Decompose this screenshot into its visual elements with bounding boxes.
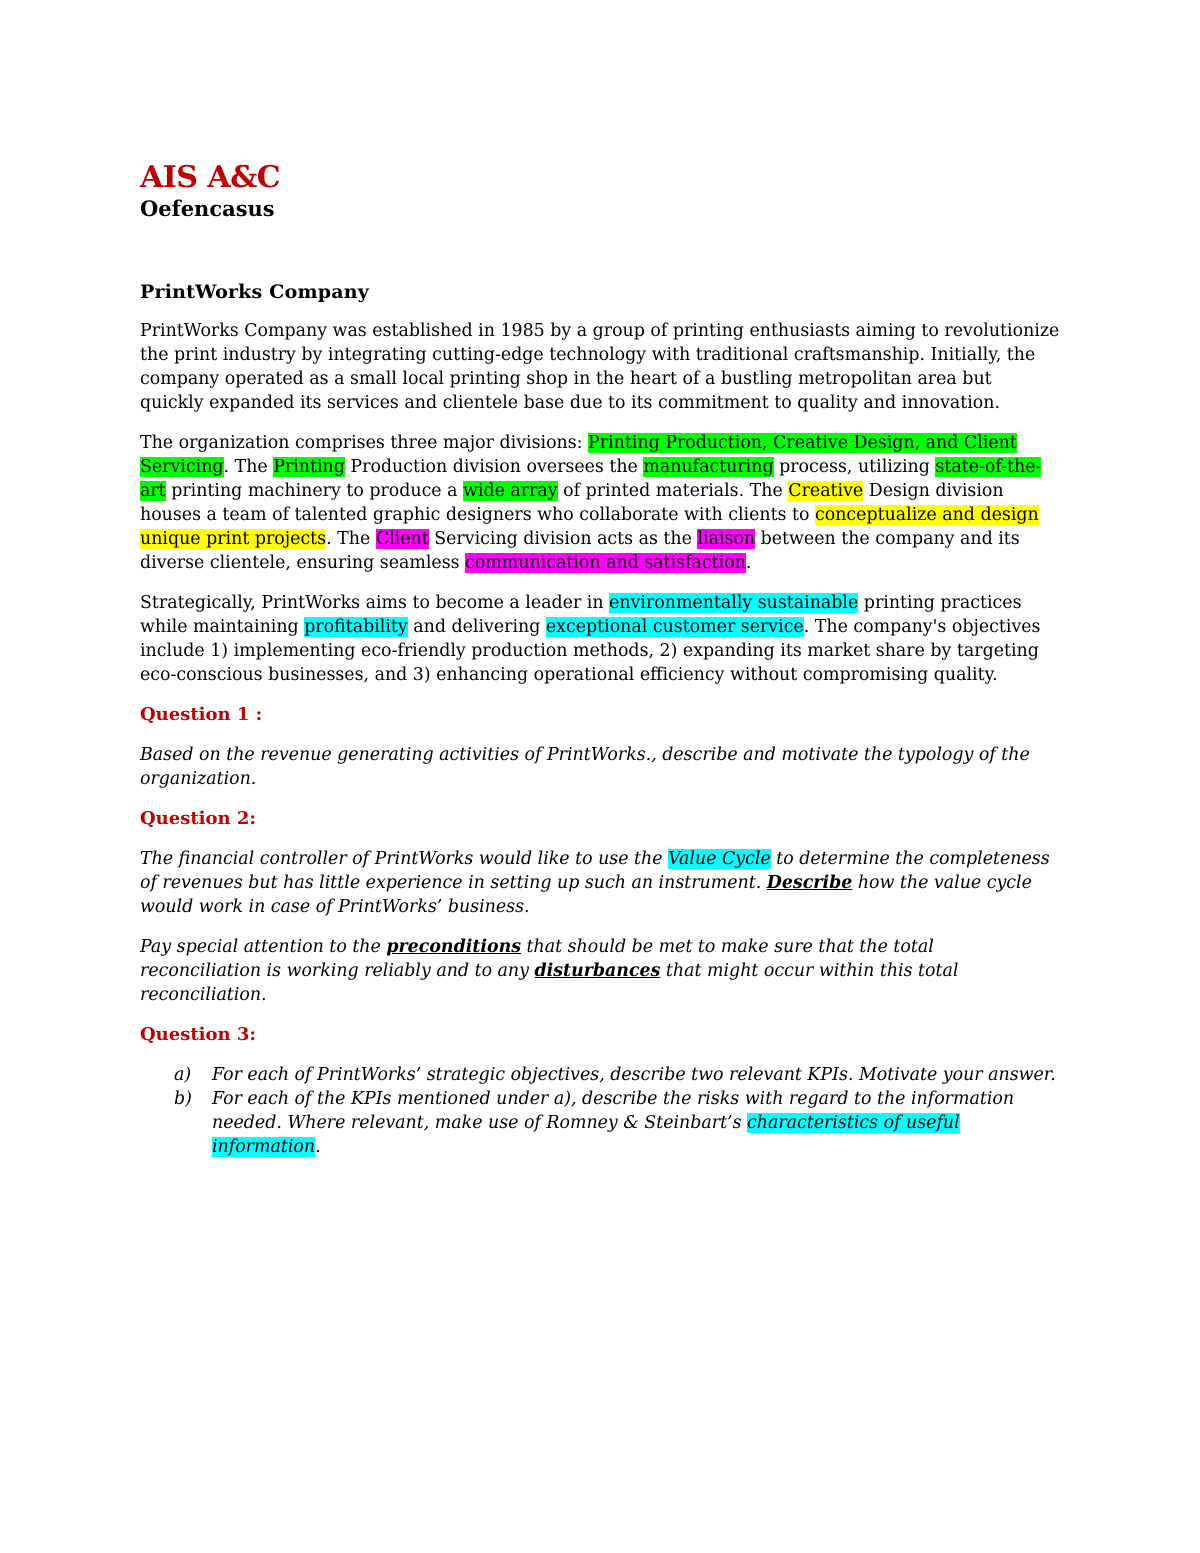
highlighted-text: Client xyxy=(375,529,429,549)
question-heading: Question 1 : xyxy=(140,704,263,725)
question-2 xyxy=(140,807,1060,1007)
document-page xyxy=(140,160,1060,1159)
text-run: of printed materials. The xyxy=(557,481,789,501)
text-run: The financial controller of PrintWorks would like to use the xyxy=(140,849,669,869)
question-3 xyxy=(140,1023,1060,1159)
list-item xyxy=(140,1087,1060,1159)
question-list xyxy=(140,1063,1060,1159)
highlighted-text: Printing Production, Creative Design, and Client Servicing xyxy=(140,433,1017,477)
highlighted-text: profitability xyxy=(304,617,408,637)
emphasized-text: disturbances xyxy=(534,961,661,981)
emphasized-text: preconditions xyxy=(386,937,522,957)
intro-paragraph: PrintWorks Company was established in 1985 by a group of printing enthusiasts aiming to revolutionize the print industry by integrating cutting-edge technology with traditional craftsmanship. Initially, the company operated as a small local printing shop in the heart of a bustling metropolitan area but quickly expanded its services and clientele base due to its commitment to quality and innovation. xyxy=(140,321,1060,413)
text-run: Based on the revenue generating activities of PrintWorks., describe and motivate the typology of the organization. xyxy=(140,745,1030,789)
question-text xyxy=(140,847,1060,919)
document-subtitle: Oefencasus xyxy=(140,196,275,221)
text-run: Servicing division acts as the xyxy=(428,529,698,549)
text-run: between the company and its diverse clientele, ensuring seamless xyxy=(140,529,1020,573)
highlighted-text: wide array xyxy=(463,481,558,501)
highlighted-text: manufacturing xyxy=(643,457,774,477)
document-title: AIS A&C xyxy=(140,160,281,195)
text-run: Strategically, PrintWorks aims to become a leader in xyxy=(140,593,610,613)
text-run: printing practices while maintaining xyxy=(140,593,1022,637)
text-run: Design division houses a team of talented graphic designers who collaborate with clients to xyxy=(140,481,1004,525)
text-run: that might occur within this total reconciliation. xyxy=(140,961,959,1005)
text-run: process, utilizing xyxy=(773,457,936,477)
highlighted-text: state-of-the-art xyxy=(140,457,1042,501)
list-item-text xyxy=(212,1089,1014,1157)
text-run: . The xyxy=(223,457,274,477)
list-marker: a) xyxy=(174,1065,192,1085)
question-text xyxy=(140,935,1060,1007)
text-run: . xyxy=(745,553,752,573)
highlighted-text: conceptualize and design unique print projects xyxy=(140,505,1039,549)
highlighted-text: liaison xyxy=(697,529,756,549)
highlighted-text: Creative xyxy=(788,481,864,501)
question-heading: Question 3: xyxy=(140,1024,257,1045)
text-run: that should be met to make sure that the total reconciliation is working reliably and to any xyxy=(140,937,934,981)
text-run: Pay special attention to the xyxy=(140,937,387,957)
text-run: Production division oversees the xyxy=(344,457,644,477)
list-item xyxy=(140,1063,1060,1087)
question-text xyxy=(140,743,1060,791)
highlighted-text: communication and satisfaction xyxy=(465,553,746,573)
section-heading: PrintWorks Company xyxy=(140,281,370,303)
text-run: For each of the KPIs mentioned under a), describe the risks with regard to the information needed. Where relevant, make use of Romney & Steinbart’s xyxy=(212,1089,1015,1133)
highlighted-text: Printing xyxy=(273,457,345,477)
divisions-paragraph xyxy=(140,431,1060,575)
text-run: printing machinery to produce a xyxy=(165,481,464,501)
text-run: . The xyxy=(326,529,376,549)
highlighted-text: environmentally sustainable xyxy=(609,593,859,613)
highlighted-text: exceptional customer service xyxy=(545,617,804,637)
text-run: . xyxy=(315,1137,321,1157)
highlighted-text: Value Cycle xyxy=(668,849,771,869)
question-heading: Question 2: xyxy=(140,808,257,829)
text-run: The organization comprises three major divisions: xyxy=(140,433,589,453)
strategy-paragraph xyxy=(140,591,1060,687)
text-run: . The company's objectives include 1) implementing eco-friendly production methods, 2) expanding its market share by targeting eco-conscious businesses, and 3) enhancing operational efficiency without compromising quality. xyxy=(140,617,1041,685)
question-1 xyxy=(140,703,1060,791)
text-run: to determine the completeness of revenues but has little experience in setting up such an instrument. xyxy=(140,849,1050,893)
list-marker: b) xyxy=(174,1089,192,1109)
text-run: how the value cycle would work in case of PrintWorks’ business. xyxy=(140,873,1032,917)
list-item-text xyxy=(212,1065,1056,1085)
text-run: and delivering xyxy=(407,617,546,637)
highlighted-text: characteristics of useful information xyxy=(212,1113,960,1157)
text-run: For each of PrintWorks’ strategic objectives, describe two relevant KPIs. Motivate your answer. xyxy=(212,1065,1056,1085)
emphasized-text: Describe xyxy=(766,873,853,893)
